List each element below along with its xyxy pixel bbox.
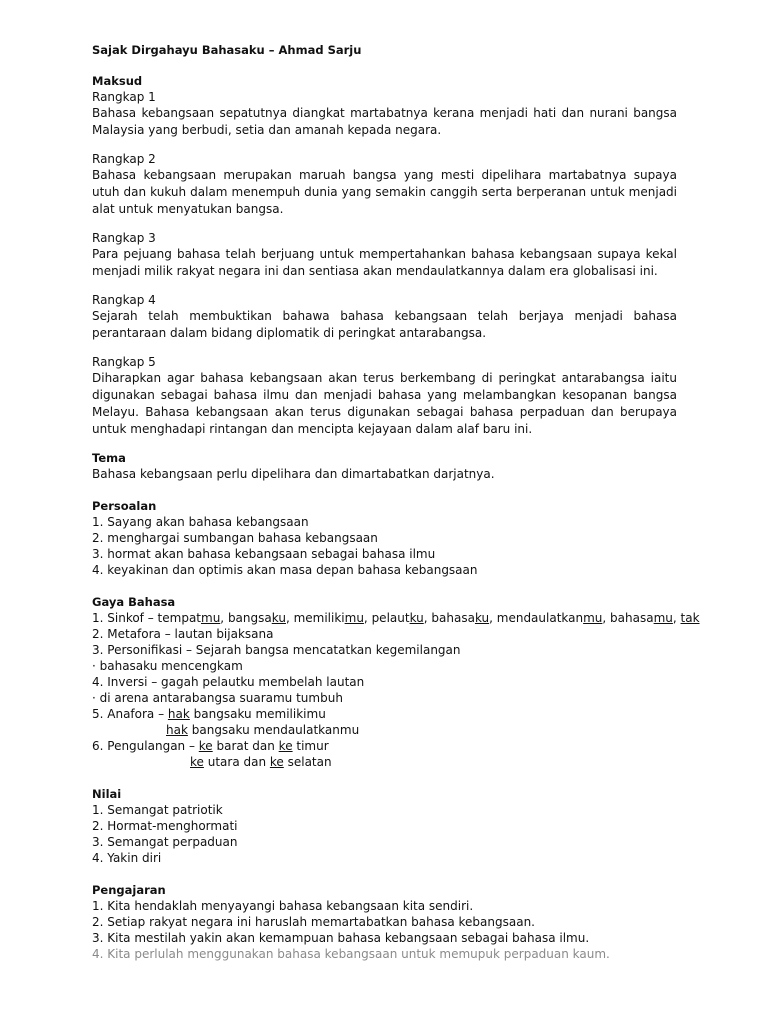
anafora-line-2 <box>92 722 677 738</box>
sinkof-suffix: mu <box>201 611 221 625</box>
rangkap-text: Para pejuang bahasa telah berjuang untuk mempertahankan bahasa kebangsaan supaya kekal menjadi milik rakyat negara ini dan sentiasa akan mendaulatkannya dalam era globalisasi ini. <box>92 247 677 278</box>
sinkof-suffix: ku <box>409 611 424 625</box>
rangkap-3 <box>92 230 677 280</box>
rangkap-label: Rangkap 3 <box>92 231 156 245</box>
sinkof-suffix: ku <box>271 611 286 625</box>
sinkof-suffix: tak <box>680 611 700 625</box>
pengulangan-text: timur <box>292 739 329 753</box>
list-item: 1. Sayang akan bahasa kebangsaan <box>92 515 309 529</box>
inversi-line: 4. Inversi – gagah pelautku membelah lautan <box>92 675 365 689</box>
rangkap-text: Bahasa kebangsaan merupakan maruah bangsa yang mesti dipelihara martabatnya supaya utuh dan kukuh dalam menempuh dunia yang semakin canggih serta berperanan untuk menjadi alat untuk menyatukan bangsa. <box>92 168 677 216</box>
sinkof-word: mendaulatkanmu <box>496 611 603 625</box>
anafora-word: hak <box>167 707 190 721</box>
list-item: 4. Kita perlulah menggunakan bahasa kebangsaan untuk memupuk perpaduan kaum. <box>92 947 610 961</box>
sinkof-line: 1. Sinkof – tempatmu, bangsaku, memilikimu, pelautku, bahasaku, mendaulatkanmu, bahasamu, tak <box>92 611 700 625</box>
list-item: 1. Kita hendaklah menyayangi bahasa kebangsaan kita sendiri. <box>92 899 474 913</box>
sinkof-prefix: 1. Sinkof – <box>92 611 158 625</box>
personifikasi-example: · bahasaku mencengkam <box>92 659 243 673</box>
sinkof-suffix: mu <box>583 611 603 625</box>
rangkap-text: Diharapkan agar bahasa kebangsaan akan terus berkembang di peringkat antarabangsa iaitu digunakan sebagai bahasa ilmu dan menjadi bahasa yang melambangkan kesopanan bangsa Melayu. Bahasa kebangsaan akan terus digunakan sebagai bahasa perpaduan dan berupaya untuk menghadapi rintangan dan mencipta kejayaan dalam alaf baru ini. <box>92 371 677 436</box>
pengulangan-text: barat dan <box>212 739 279 753</box>
sinkof-word <box>681 611 700 625</box>
pengulangan-line <box>92 738 677 754</box>
list-item: 3. Kita mestilah yakin akan kemampuan bahasa kebangsaan sebagai bahasa ilmu. <box>92 931 590 945</box>
rangkap-1 <box>92 89 677 139</box>
anafora-rest: bangsaku memilikimu <box>189 707 326 721</box>
metafora-line: 2. Metafora – lautan bijaksana <box>92 627 274 641</box>
pengajaran-section <box>92 882 677 962</box>
pengulangan-word: ke <box>190 755 204 769</box>
rangkap-label: Rangkap 4 <box>92 293 156 307</box>
sinkof-word: tempatmu <box>157 611 221 625</box>
sinkof-word: bangsaku <box>227 611 286 625</box>
list-item: 2. Setiap rakyat negara ini haruslah memartabatkan bahasa kebangsaan. <box>92 915 535 929</box>
list-item: 4. keyakinan dan optimis akan masa depan bahasa kebangsaan <box>92 563 478 577</box>
document-content <box>92 42 700 978</box>
sinkof-word: memilikimu <box>293 611 364 625</box>
tema-text: Bahasa kebangsaan perlu dipelihara dan dimartabatkan darjatnya. <box>92 467 495 481</box>
document-title: Sajak Dirgahayu Bahasaku – Ahmad Sarju <box>92 43 362 57</box>
pengulangan-word: ke <box>278 739 293 753</box>
gaya-bahasa-heading: Gaya Bahasa <box>92 595 176 609</box>
list-item: 2. menghargai sumbangan bahasa kebangsaan <box>92 531 378 545</box>
sinkof-suffix: mu <box>653 611 673 625</box>
tema-section <box>92 450 677 482</box>
pengulangan-text: utara dan <box>203 755 270 769</box>
pengulangan-prefix: 6. Pengulangan – <box>92 739 199 753</box>
list-item: 3. hormat akan bahasa kebangsaan sebagai bahasa ilmu <box>92 547 436 561</box>
gaya-bahasa-section <box>92 594 700 770</box>
pengulangan-text: selatan <box>283 755 332 769</box>
personifikasi-line: 3. Personifikasi – Sejarah bangsa mencatatkan kegemilangan <box>92 643 461 657</box>
persoalan-section <box>92 498 677 578</box>
list-item: 1. Semangat patriotik <box>92 803 223 817</box>
rangkap-4 <box>92 292 677 342</box>
list-item: 2. Hormat-menghormati <box>92 819 238 833</box>
maksud-heading: Maksud <box>92 74 143 88</box>
anafora-prefix: 5. Anafora – <box>92 707 168 721</box>
pengulangan-line-2 <box>92 754 677 770</box>
rangkap-text: Sejarah telah membuktikan bahawa bahasa kebangsaan telah berjaya menjadi bahasa perantaraan dalam bidang diplomatik di peringkat antarabangsa. <box>92 309 677 340</box>
persoalan-heading: Persoalan <box>92 499 157 513</box>
rangkap-label: Rangkap 5 <box>92 355 156 369</box>
list-item: 4. Yakin diri <box>92 851 162 865</box>
nilai-section <box>92 786 677 866</box>
rangkap-2 <box>92 151 677 218</box>
sinkof-suffix: ku <box>474 611 490 625</box>
list-item: 3. Semangat perpaduan <box>92 835 238 849</box>
rangkap-label: Rangkap 1 <box>92 90 156 104</box>
rangkap-5 <box>92 354 677 438</box>
tema-heading: Tema <box>92 451 126 465</box>
sinkof-word: pelautku <box>371 611 424 625</box>
rangkap-label: Rangkap 2 <box>92 152 156 166</box>
anafora-rest: bangsaku mendaulatkanmu <box>187 723 360 737</box>
sinkof-word: bahasamu <box>610 611 673 625</box>
anafora-line <box>92 706 677 722</box>
anafora-word: hak <box>166 723 188 737</box>
pengulangan-word: ke <box>198 739 213 753</box>
sinkof-word: bahasaku <box>431 611 490 625</box>
pengajaran-heading: Pengajaran <box>92 883 166 897</box>
sinkof-suffix: mu <box>344 611 364 625</box>
pengulangan-word: ke <box>269 755 284 769</box>
rangkap-text: Bahasa kebangsaan sepatutnya diangkat martabatnya kerana menjadi hati dan nurani bangsa Malaysia yang berbudi, setia dan amanah kepada negara. <box>92 106 677 137</box>
nilai-heading: Nilai <box>92 787 122 801</box>
inversi-example: · di arena antarabangsa suaramu tumbuh <box>92 691 343 705</box>
